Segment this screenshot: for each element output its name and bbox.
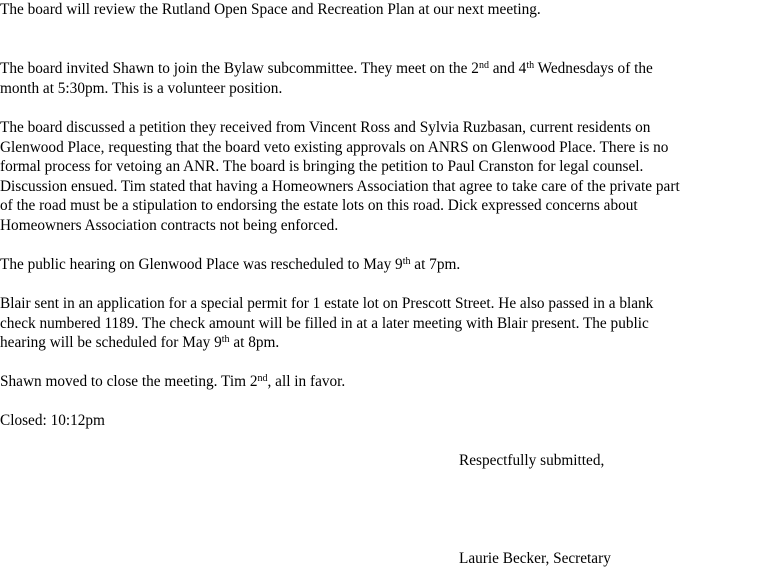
ordinal-suffix: th — [402, 256, 411, 267]
text-segment: at 7pm. — [410, 256, 461, 273]
ordinal-suffix: th — [221, 334, 230, 345]
ordinal-suffix: th — [526, 60, 535, 71]
ordinal-suffix: nd — [257, 373, 268, 384]
text-segment: , all in favor. — [267, 373, 346, 390]
text-line: check numbered 1189. The check amount will be filled in at a later meeting with Blair present. The public — [0, 314, 649, 332]
text-segment: hearing will be scheduled for May 9 — [0, 334, 222, 351]
ordinal-suffix: nd — [478, 60, 489, 71]
signature-name: Laurie Becker, Secretary — [459, 549, 611, 567]
text-line: Glenwood Place, requesting that the board veto existing approvals on ANRS on Glenwood Place. There is no — [0, 138, 669, 156]
signature-closing: Respectfully submitted, — [459, 452, 605, 469]
text-line: Homeowners Association contracts not being enforced. — [0, 216, 339, 234]
text-segment: The public hearing on Glenwood Place was rescheduled to May 9 — [0, 256, 403, 273]
minutes-paragraph — [0, 59, 653, 79]
text-line: The board will review the Rutland Open Space and Recreation Plan at our next meeting. — [0, 1, 541, 18]
minutes-paragraph — [0, 372, 345, 392]
text-line: The board discussed a petition they received from Vincent Ross and Sylvia Ruzbasan, current residents on — [0, 119, 651, 136]
text-line: formal process for vetoing an ANR. The board is bringing the petition to Paul Cranston for legal counsel. — [0, 158, 644, 175]
minutes-paragraph — [0, 255, 460, 275]
text-segment: Shawn moved to close the meeting. Tim 2 — [0, 373, 258, 390]
closing-time: Closed: 10:12pm — [0, 412, 105, 429]
minutes-paragraph — [0, 0, 541, 20]
text-segment: Wednesdays of the — [534, 60, 653, 77]
text-line: Blair sent in an application for a special permit for 1 estate lot on Prescott Street. He also passed in a blank — [0, 295, 654, 312]
text-segment: The board invited Shawn to join the Bylaw subcommittee. They meet on the 2 — [0, 60, 479, 77]
text-line: month at 5:30pm. This is a volunteer position. — [0, 79, 283, 97]
text-line: of the road must be a stipulation to endorsing the estate lots on this road. Dick expressed concerns about — [0, 197, 638, 214]
text-line: Discussion ensued. Tim stated that having a Homeowners Association that agree to take care of the private part — [0, 177, 680, 195]
text-segment: at 8pm. — [229, 334, 280, 351]
minutes-paragraph — [0, 333, 279, 353]
text-segment: and 4 — [488, 60, 527, 77]
